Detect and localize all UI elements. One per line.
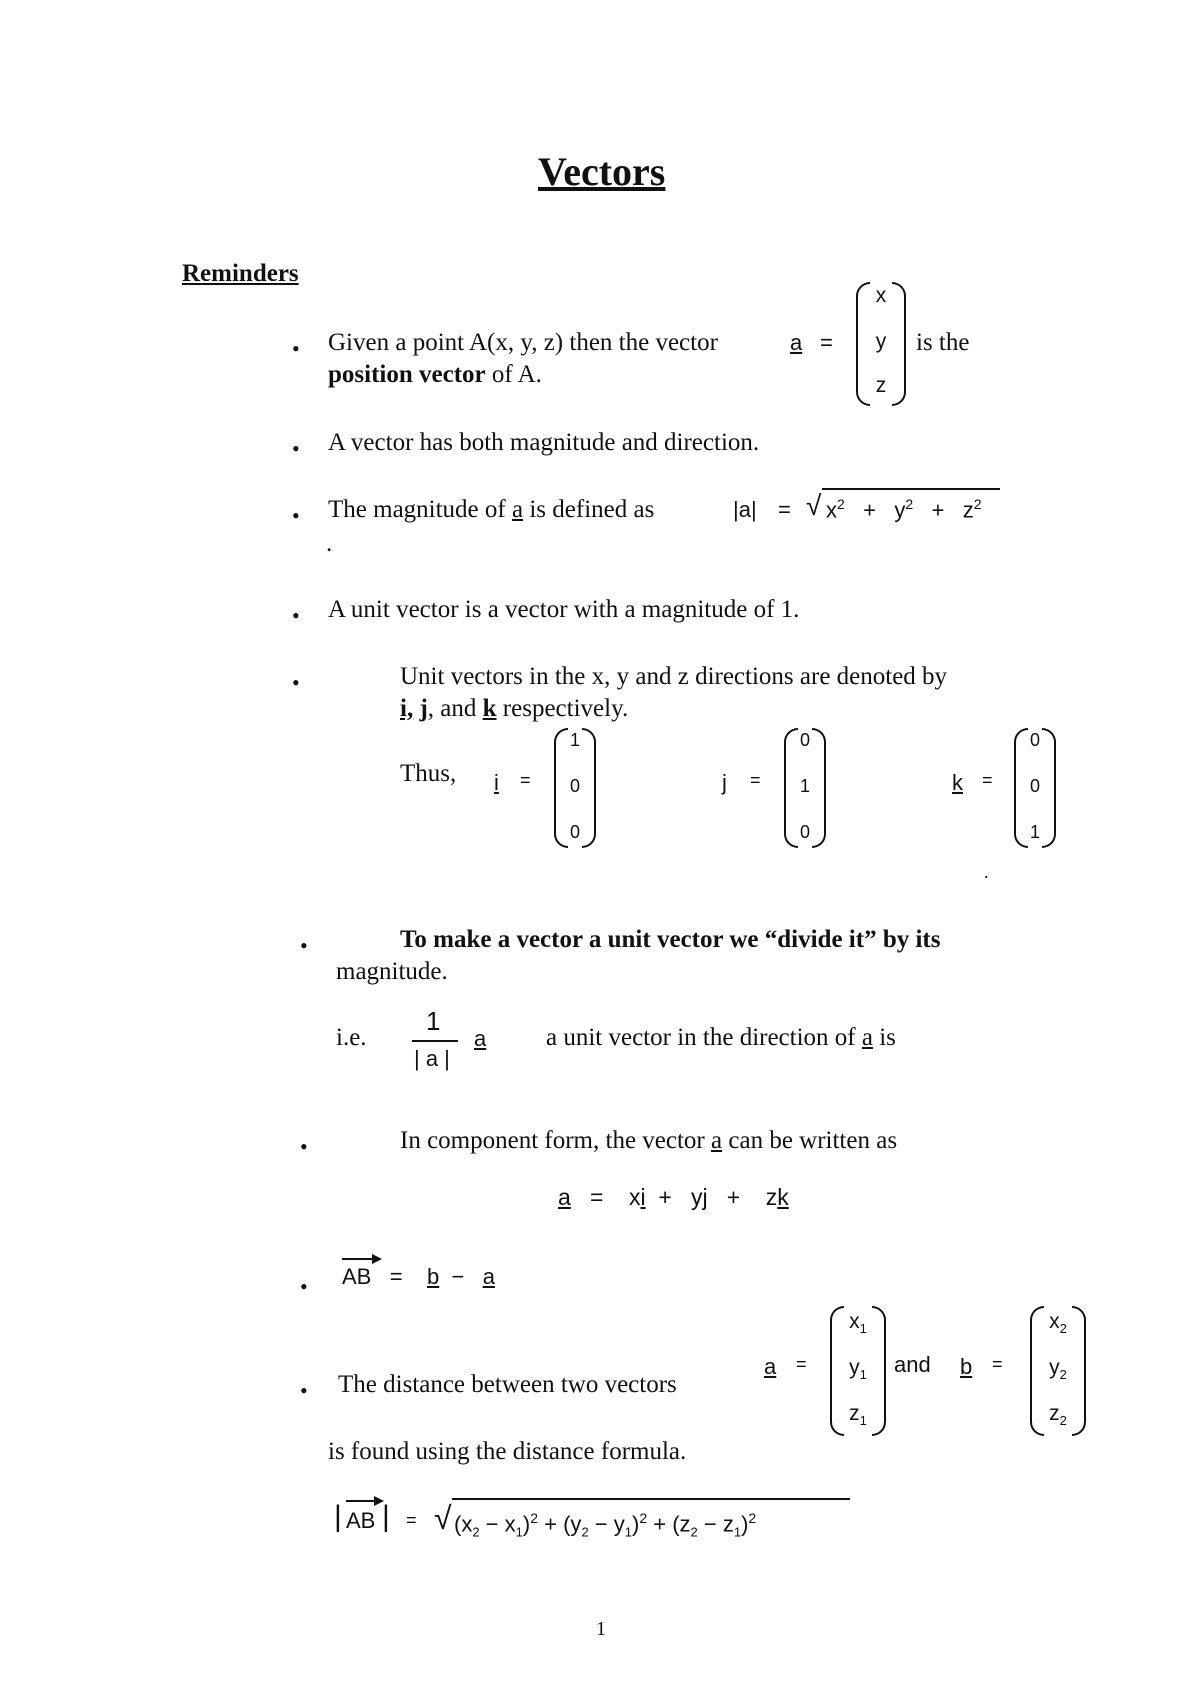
trailing-period: .	[984, 862, 989, 882]
text-fragment: is defined as	[529, 496, 655, 523]
ab-arrow-line	[346, 1500, 376, 1502]
position-vector-line2	[328, 361, 542, 389]
trailing-period: .	[326, 530, 333, 557]
bullet: •	[292, 670, 300, 695]
ab-arrow-head-icon	[372, 1254, 382, 1264]
sqrt-icon: √	[434, 1500, 452, 1536]
equals-sign: =	[406, 1510, 417, 1530]
text-fragment: a unit vector in the direction of	[546, 1024, 856, 1051]
vector-component: 0	[1029, 776, 1040, 796]
fraction-numerator: 1	[426, 1006, 441, 1036]
magnitude-direction-text: A vector has both magnitude and direction.	[328, 429, 760, 456]
component-form-equation: a = xi + yj + zk	[558, 1184, 789, 1210]
fraction-bar	[412, 1040, 458, 1042]
thus-text: Thus,	[400, 760, 457, 787]
vector-a-var: a	[474, 1026, 487, 1051]
column-vector-a	[830, 1306, 886, 1436]
sqrt-overline	[452, 1498, 850, 1500]
bullet: •	[300, 1274, 308, 1299]
vector-component: z	[875, 374, 887, 397]
of-a-text: of A.	[491, 361, 542, 388]
distance-formula-expression: $(x_2 - x_1)^2 + (y_2 - y_1)^2 + (z_2 - z_1)^2$	[454, 1510, 757, 1540]
position-vector-term: position vector	[328, 361, 486, 388]
sqrt-overline	[822, 488, 1000, 490]
page-title: Vectors	[538, 149, 666, 194]
is-the-text: is the	[916, 329, 970, 356]
column-vector-xyz	[856, 282, 906, 406]
equals-sign: =	[982, 770, 993, 790]
vector-a-var: a	[861, 1024, 873, 1051]
magnitude-definition-text	[328, 496, 654, 524]
text-fragment: can be written as	[728, 1127, 898, 1154]
vector-component: 0	[799, 730, 810, 750]
distance-formula-text: is found using the distance formula.	[328, 1438, 687, 1465]
equals-sign: =	[778, 497, 791, 522]
ab-label: AB	[346, 1508, 376, 1533]
ie-text: i.e.	[336, 1024, 367, 1051]
equals-sign: =	[796, 1354, 807, 1374]
j-label: j	[419, 695, 428, 722]
and-text: and	[894, 1352, 931, 1377]
vector-component: $x_2$	[1049, 1310, 1067, 1337]
sqrt-expression: $x^2$ + $y^2$ + $z^2$	[826, 496, 982, 523]
abs-bar-left: |	[334, 1500, 342, 1533]
i-label: i,	[400, 695, 414, 722]
equals-sign: =	[750, 770, 761, 790]
text-fragment: is	[879, 1024, 896, 1051]
vector-a-var: a	[711, 1127, 723, 1154]
text-fragment: The magnitude of	[328, 496, 506, 523]
page-number: 1	[596, 1618, 606, 1640]
fraction-denominator: | a |	[414, 1046, 450, 1071]
vector-component: $x_1$	[849, 1310, 867, 1337]
bullet: •	[292, 436, 300, 461]
vector-a-label: a	[790, 330, 803, 355]
equals-sign: =	[820, 330, 833, 355]
equals-sign: =	[520, 770, 531, 790]
vector-component: 0	[569, 776, 580, 796]
unit-direction-text	[546, 1024, 896, 1052]
ab-arrow-line	[342, 1258, 374, 1260]
position-vector-text: Given a point A(x, y, z) then the vector	[328, 329, 718, 356]
vector-component: y	[875, 330, 887, 353]
vector-component: 1	[1029, 822, 1040, 842]
unit-vector-text: A unit vector is a vector with a magnitude of 1.	[328, 596, 800, 623]
vector-component: 0	[799, 822, 810, 842]
vector-component: $y_1$	[849, 1356, 867, 1383]
vector-component: 1	[569, 730, 580, 750]
text-fragment: respectively.	[502, 695, 629, 722]
unit-vector-divide-line2: magnitude.	[336, 958, 448, 985]
distance-text: The distance between two vectors	[338, 1371, 677, 1398]
vector-component: 1	[799, 776, 810, 796]
bullet: •	[300, 1378, 308, 1403]
vector-component: $z_1$	[849, 1402, 867, 1429]
vector-component: $y_2$	[1049, 1356, 1067, 1383]
vector-b-label: b	[960, 1354, 973, 1379]
bullet: •	[292, 603, 300, 628]
unit-vectors-line2	[400, 695, 628, 723]
vector-component: 0	[1029, 730, 1040, 750]
k-hat-label: k	[952, 770, 963, 795]
magnitude-a: |a|	[733, 497, 757, 522]
vector-component: x	[875, 284, 887, 307]
k-label: k	[482, 695, 497, 722]
unit-vector-divide-line1: To make a vector a unit vector we “divide it” by its	[400, 926, 941, 953]
unit-vectors-line1: Unit vectors in the x, y and z directions are denoted by	[400, 663, 948, 690]
vector-a-var: a	[511, 496, 524, 523]
bullet: •	[292, 503, 300, 528]
bullet: •	[300, 1134, 308, 1159]
column-vector-j	[784, 728, 826, 848]
column-vector-b	[1030, 1306, 1086, 1436]
abs-bar-right: |	[382, 1500, 390, 1533]
column-vector-k	[1014, 728, 1056, 848]
vector-a-label: a	[764, 1354, 777, 1379]
vector-component: $z_2$	[1049, 1402, 1067, 1429]
text-fragment: In component form, the vector	[400, 1127, 705, 1154]
bullet: •	[300, 933, 308, 958]
sqrt-icon: √	[806, 490, 822, 521]
ab-vector-equation: AB = b − a	[342, 1264, 495, 1289]
bullet: •	[292, 336, 300, 361]
vector-component: 0	[569, 822, 580, 842]
text-fragment: , and	[427, 695, 477, 722]
equals-sign: =	[992, 1354, 1003, 1374]
i-hat-label: i	[494, 770, 499, 795]
j-hat-label: j	[722, 770, 727, 795]
column-vector-i	[554, 728, 596, 848]
section-heading: Reminders	[182, 260, 299, 287]
component-form-text	[400, 1127, 897, 1155]
